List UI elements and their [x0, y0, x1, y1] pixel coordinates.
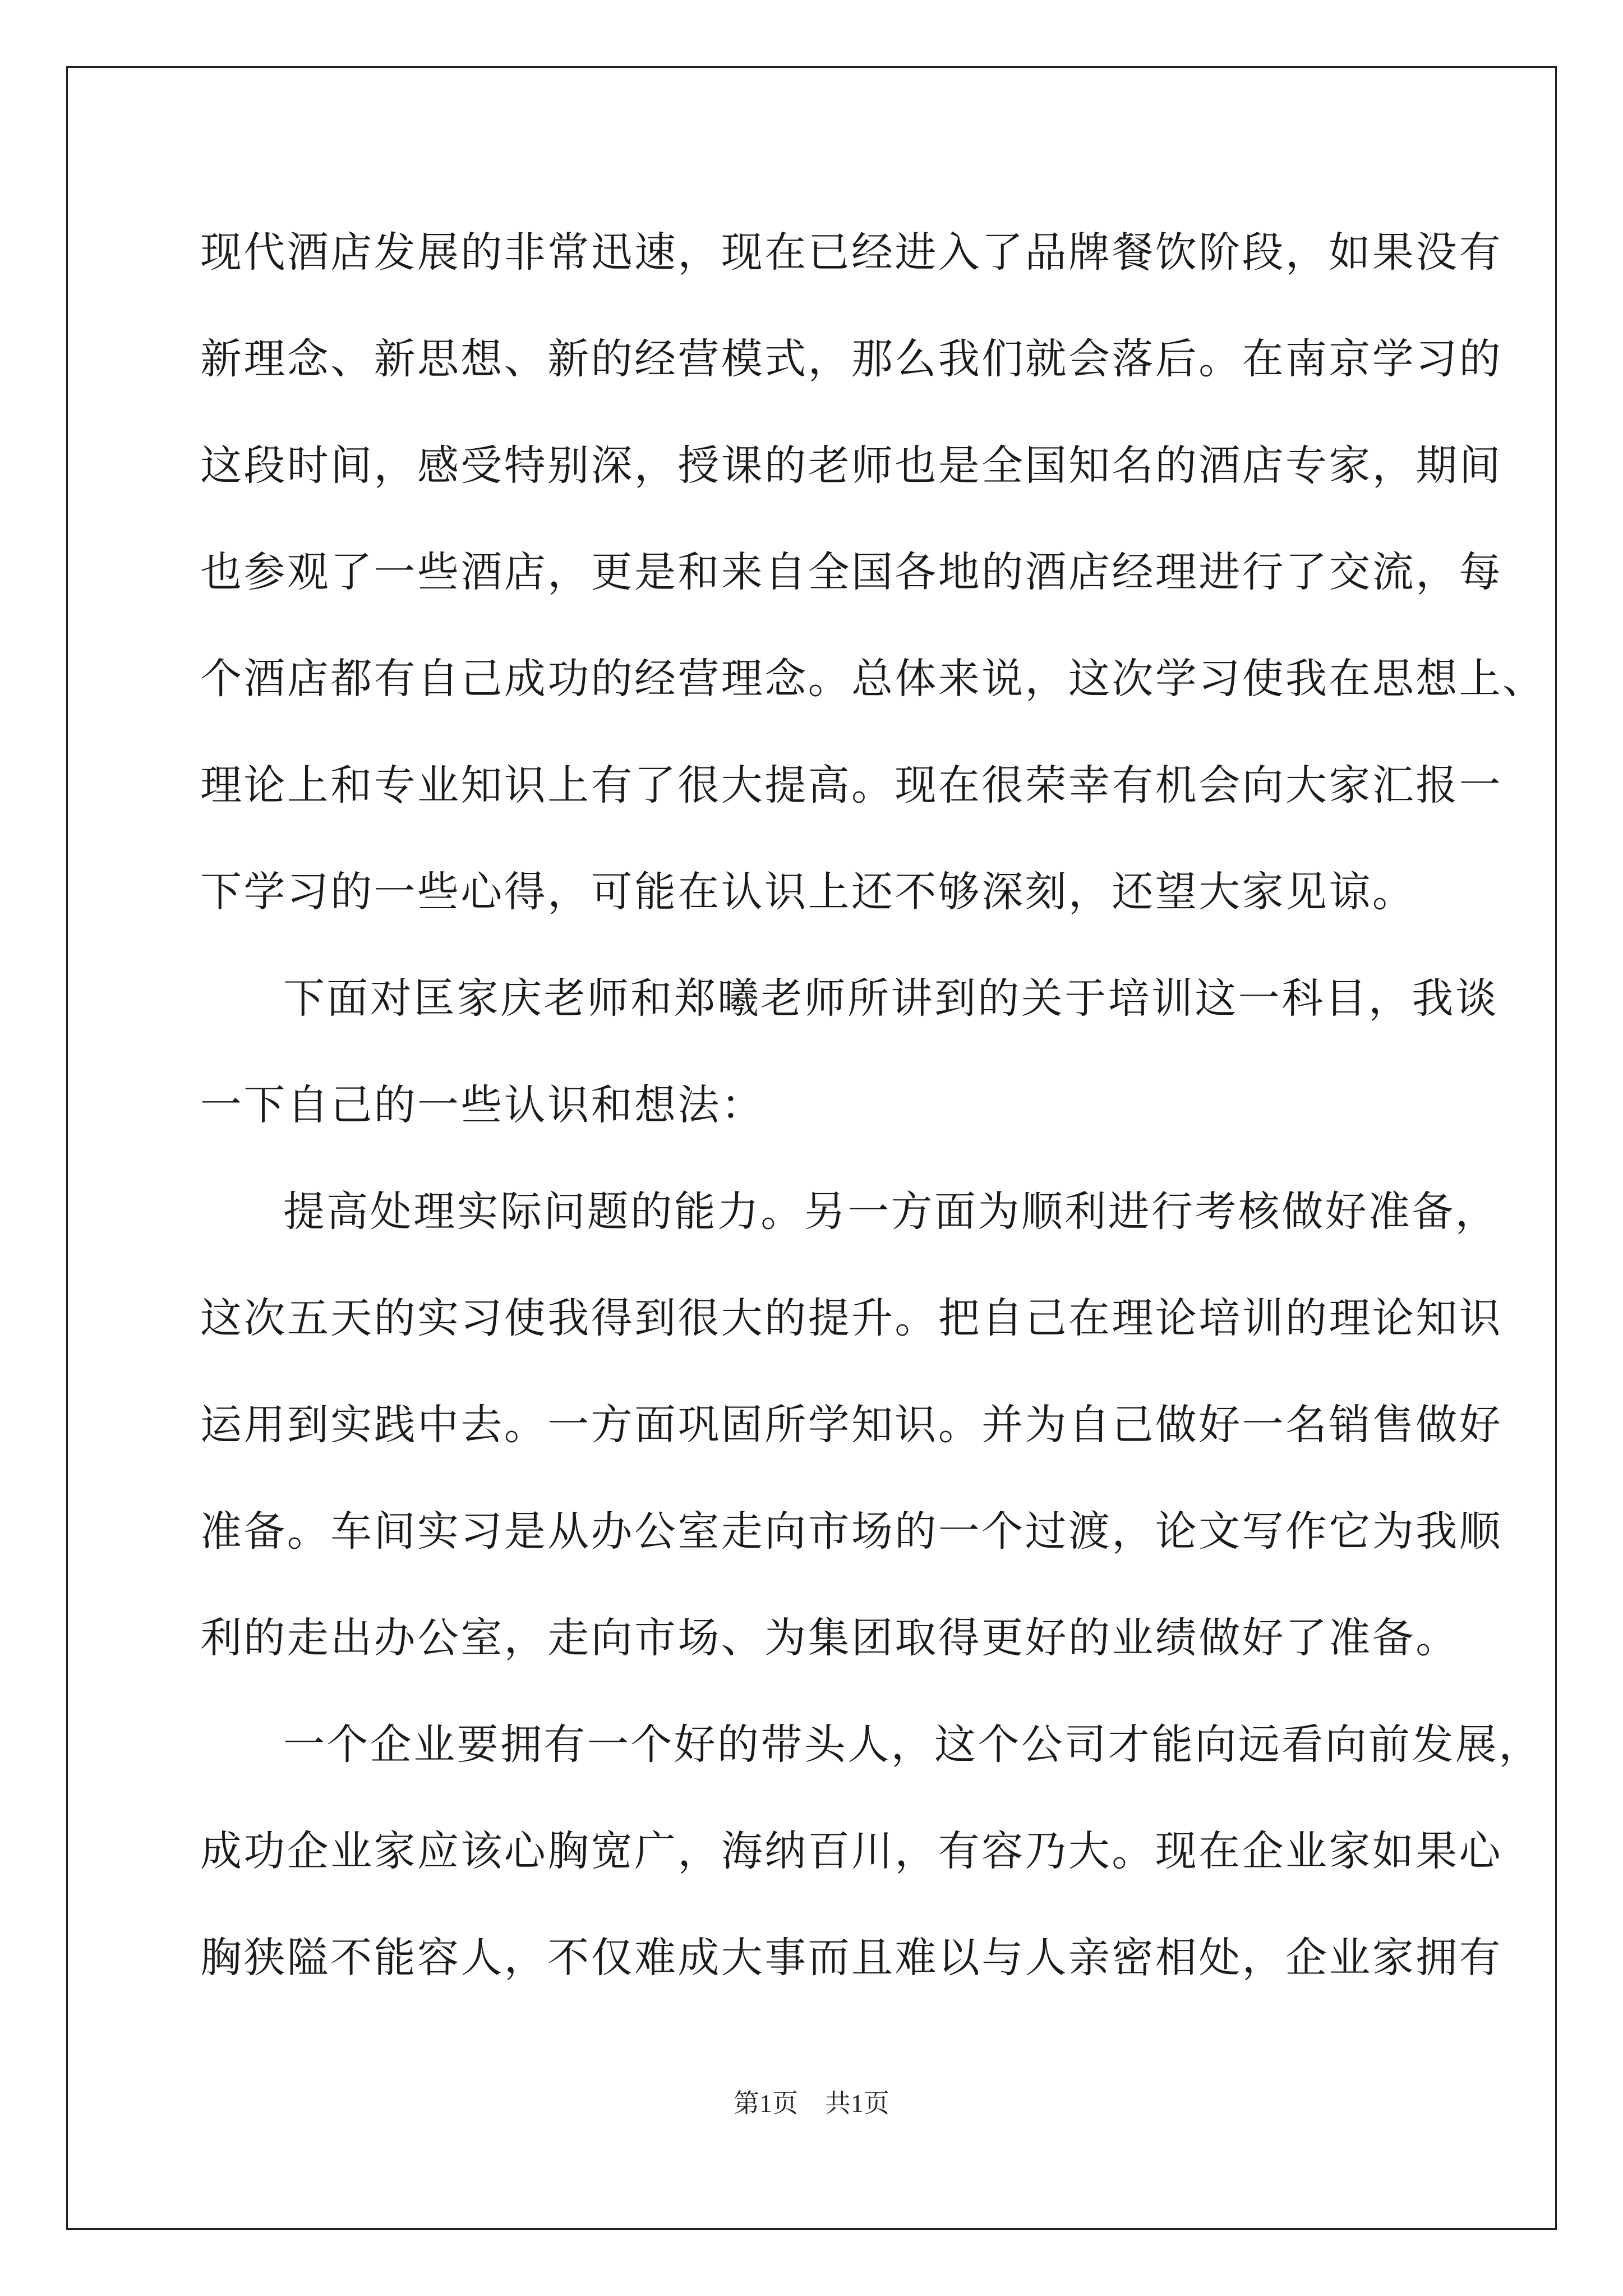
text-line: 下学习的一些心得，可能在认识上还不够深刻，还望大家见谅。 [200, 868, 1416, 916]
text-line: 这次五天的实习使我得到很大的提升。把自己在理论培训的理论知识 [200, 1294, 1502, 1342]
document-body [200, 216, 1546, 2028]
text-line: 一下自己的一些认识和想法： [200, 1081, 765, 1129]
page-footer [0, 2087, 1623, 2120]
text-line: 现代酒店发展的非常迅速，现在已经进入了品牌餐饮阶段，如果没有 [200, 228, 1502, 277]
page-total: 共1页 [825, 2089, 889, 2118]
text-line: 下面对匡家庆老师和郑曦老师所讲到的关于培训这一科目，我谈 [283, 974, 1499, 1023]
page-number: 第1页 [734, 2089, 798, 2118]
text-line: 个酒店都有自己成功的经营理念。总体来说，这次学习使我在思想上、 [200, 655, 1546, 703]
text-line: 这段时间，感受特别深，授课的老师也是全国知名的酒店专家，期间 [200, 441, 1502, 490]
text-line: 理论上和专业知识上有了很大提高。现在很荣幸有机会向大家汇报一 [200, 761, 1502, 809]
text-line: 胸狭隘不能容人，不仅难成大事而且难以与人亲密相处，企业家拥有 [200, 1934, 1502, 1982]
text-line: 一个企业要拥有一个好的带头人，这个公司才能向远看向前发展， [283, 1720, 1542, 1769]
text-line: 运用到实践中去。一方面巩固所学知识。并为自己做好一名销售做好 [200, 1401, 1502, 1449]
text-line: 成功企业家应该心胸宽广，海纳百川，有容乃大。现在企业家如果心 [200, 1827, 1502, 1875]
text-line: 也参观了一些酒店，更是和来自全国各地的酒店经理进行了交流，每 [200, 548, 1502, 596]
text-line: 利的走出办公室，走向市场、为集团取得更好的业绩做好了准备。 [200, 1614, 1459, 1662]
text-line: 新理念、新思想、新的经营模式，那么我们就会落后。在南京学习的 [200, 335, 1502, 383]
text-line: 提高处理实际问题的能力。另一方面为顺利进行考核做好准备， [283, 1188, 1499, 1236]
text-line: 准备。车间实习是从办公室走向市场的一个过渡，论文写作它为我顺 [200, 1507, 1502, 1556]
